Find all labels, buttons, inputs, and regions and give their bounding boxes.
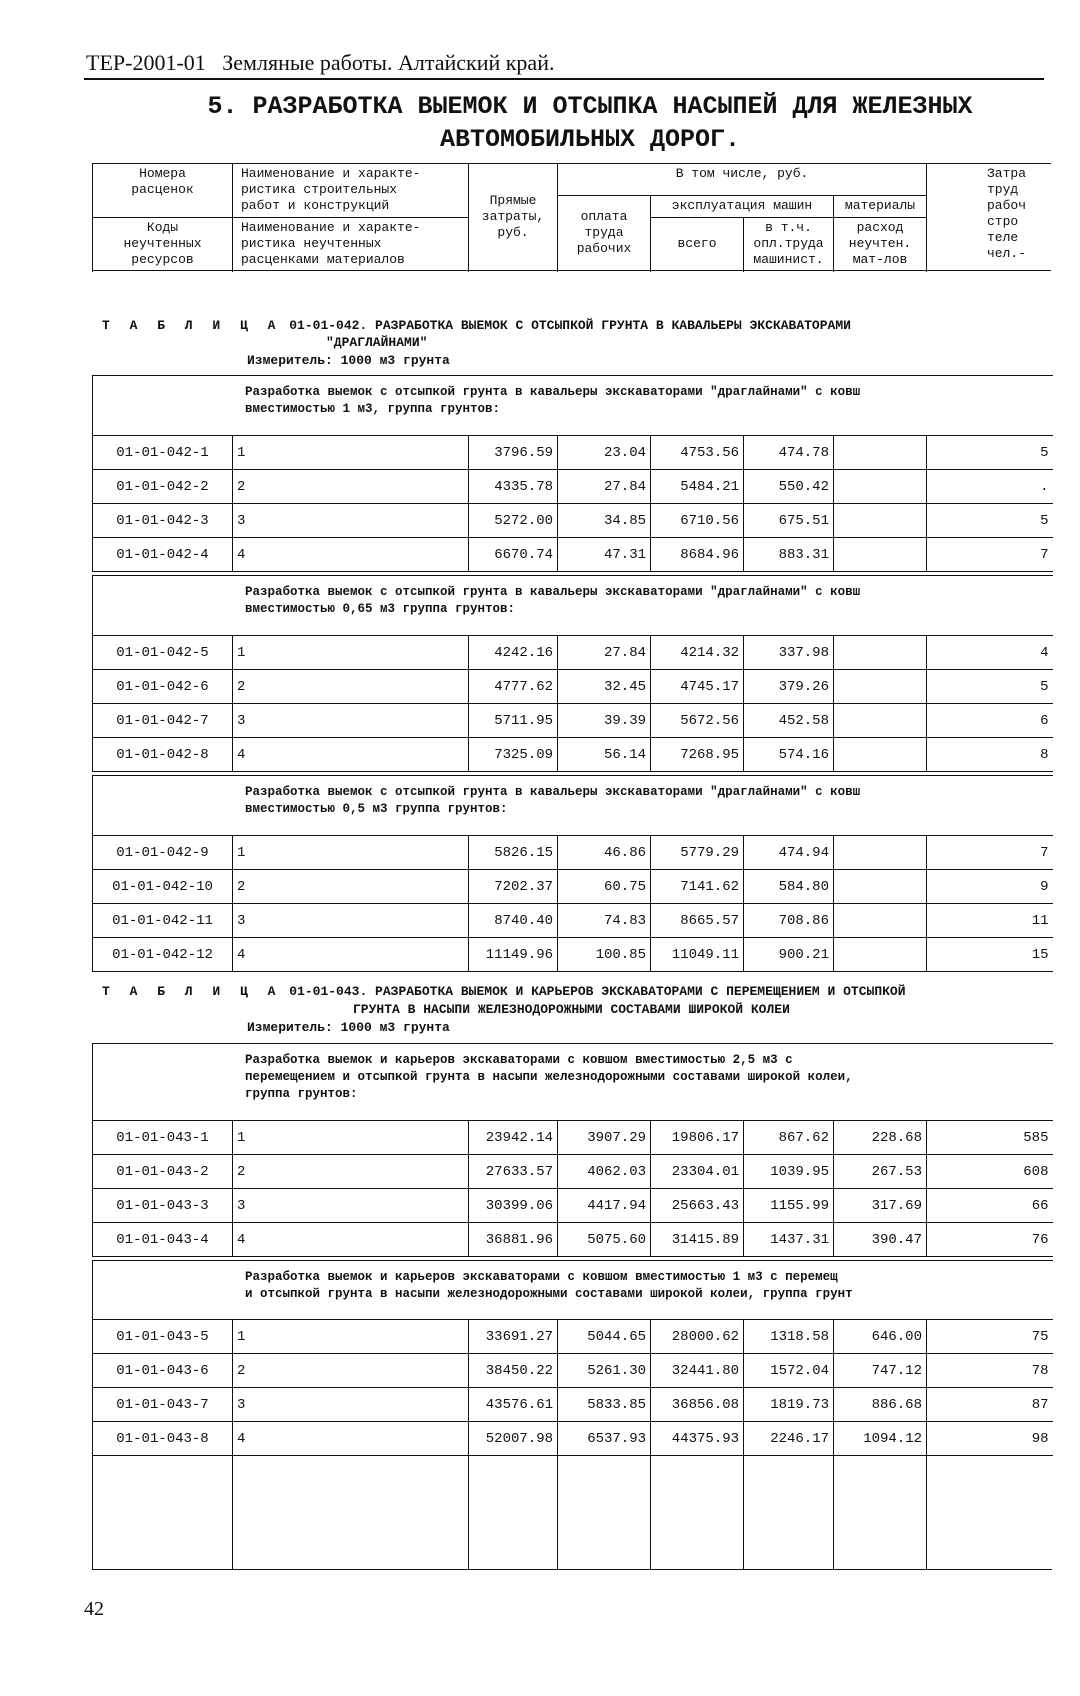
rate-code-cell: 01-01-043-8 [93,1422,233,1456]
labor-costs-cut-cell: 5 [927,670,1053,704]
machines-total-cell: 36856.08 [651,1388,744,1422]
worker-pay-cell: 39.39 [558,704,651,738]
machinist-pay-cell: 550.42 [744,470,834,504]
direct-costs-cell: 7325.09 [469,738,558,772]
header-unaccounted-codes: Коды неучтенных ресурсов [93,218,233,271]
materials-cell [834,704,927,738]
table-row [93,1354,1053,1388]
soil-group-cell: 3 [233,1189,469,1223]
table-bottom-border [92,1569,1052,1570]
worker-pay-cell: 5044.65 [558,1320,651,1354]
worker-pay-cell: 5261.30 [558,1354,651,1388]
materials-cell [834,904,927,938]
labor-costs-cut-cell: 7 [927,836,1053,870]
group-description [92,1043,1053,1121]
rate-code-cell: 01-01-042-2 [93,470,233,504]
worker-pay-cell: 5833.85 [558,1388,651,1422]
soil-group-cell: 2 [233,1354,469,1388]
header-rate-numbers: Номера расценок [93,164,233,218]
table-row [93,636,1053,670]
machines-total-cell: 25663.43 [651,1189,744,1223]
column-header-table [92,163,1051,271]
worker-pay-cell: 23.04 [558,436,651,470]
worker-pay-cell: 56.14 [558,738,651,772]
machines-total-cell: 5779.29 [651,836,744,870]
table-row [93,470,1053,504]
machinist-pay-cell: 1437.31 [744,1223,834,1257]
direct-costs-cell: 30399.06 [469,1189,558,1223]
direct-costs-cell: 23942.14 [469,1121,558,1155]
materials-cell [834,938,927,972]
worker-pay-cell: 27.84 [558,636,651,670]
materials-cell [834,538,927,572]
rate-code-cell: 01-01-042-1 [93,436,233,470]
rate-code-cell: 01-01-043-4 [93,1223,233,1257]
labor-costs-cut-cell: 76 [927,1223,1053,1257]
rate-code-cell: 01-01-043-3 [93,1189,233,1223]
machines-total-cell: 28000.62 [651,1320,744,1354]
soil-group-cell: 3 [233,904,469,938]
rates-table [92,635,1053,772]
soil-group-cell: 4 [233,938,469,972]
materials-cell [834,636,927,670]
worker-pay-cell: 5075.60 [558,1223,651,1257]
machinist-pay-cell: 1318.58 [744,1320,834,1354]
table-row [93,738,1053,772]
direct-costs-cell: 52007.98 [469,1422,558,1456]
description-line: перемещением и отсыпкой грунта в насыпи железнодорожными составами широкой колеи, [245,1070,853,1084]
soil-group-cell: 2 [233,1155,469,1189]
worker-pay-cell: 47.31 [558,538,651,572]
header-direct-costs: Прямые затраты, руб. [469,164,558,271]
table-row [93,836,1053,870]
machinist-pay-cell: 883.31 [744,538,834,572]
group-description [92,775,1053,836]
rate-code-cell: 01-01-042-6 [93,670,233,704]
description-line: группа грунтов: [245,1087,358,1101]
table-row [93,904,1053,938]
materials-cell: 267.53 [834,1155,927,1189]
materials-cell: 317.69 [834,1189,927,1223]
rate-code-cell: 01-01-043-5 [93,1320,233,1354]
materials-cell: 886.68 [834,1388,927,1422]
machines-total-cell: 11049.11 [651,938,744,972]
worker-pay-cell: 6537.93 [558,1422,651,1456]
header-unaccounted-materials: Наименование и характе- ристика неучтенных расценками материалов [233,218,469,271]
direct-costs-cell: 38450.22 [469,1354,558,1388]
table-row [93,1189,1053,1223]
machinist-pay-cell: 474.94 [744,836,834,870]
labor-costs-cut-cell: 6 [927,704,1053,738]
machines-total-cell: 5672.56 [651,704,744,738]
direct-costs-cell: 7202.37 [469,870,558,904]
table-row [93,1155,1053,1189]
table-row [93,1388,1053,1422]
soil-group-cell: 1 [233,436,469,470]
header-materials: материалы [834,196,927,218]
group-description-text [245,1052,1045,1103]
soil-group-cell: 3 [233,704,469,738]
machines-total-cell: 8684.96 [651,538,744,572]
soil-group-cell: 2 [233,670,469,704]
description-line: вместимостью 1 м3, группа грунтов: [245,402,501,416]
machines-total-cell: 6710.56 [651,504,744,538]
chapter-title-line-1: 5. РАЗРАБОТКА ВЫЕМОК И ОТСЫПКА НАСЫПЕЙ ДЛЯ ЖЕЛЕЗНЫХ [207,92,973,121]
machinist-pay-cell: 474.78 [744,436,834,470]
direct-costs-cell: 27633.57 [469,1155,558,1189]
rate-code-cell: 01-01-042-5 [93,636,233,670]
machines-total-cell: 32441.80 [651,1354,744,1388]
rate-code-cell: 01-01-043-2 [93,1155,233,1189]
rate-code-cell: 01-01-042-4 [93,538,233,572]
group-description-text [245,784,1045,818]
soil-group-cell: 1 [233,636,469,670]
rates-table [92,835,1053,972]
table-row [93,938,1053,972]
table-row [93,1223,1053,1257]
machinist-pay-cell: 1155.99 [744,1189,834,1223]
materials-cell: 646.00 [834,1320,927,1354]
group-description [92,375,1053,436]
group-description-text [245,384,1045,418]
rate-code-cell: 01-01-042-7 [93,704,233,738]
worker-pay-cell: 46.86 [558,836,651,870]
machinist-pay-cell: 337.98 [744,636,834,670]
description-line: Разработка выемок с отсыпкой грунта в кавальеры экскаваторами "драглайнами" с ковш [245,385,861,399]
soil-group-cell: 1 [233,1320,469,1354]
soil-group-cell: 3 [233,1388,469,1422]
soil-group-cell: 4 [233,538,469,572]
machinist-pay-cell: 1819.73 [744,1388,834,1422]
page-number: 42 [84,1598,104,1620]
machinist-pay-cell: 584.80 [744,870,834,904]
machinist-pay-cell: 2246.17 [744,1422,834,1456]
rates-table [92,435,1053,572]
table-row [93,1422,1053,1456]
worker-pay-cell: 4062.03 [558,1155,651,1189]
machinist-pay-cell: 379.26 [744,670,834,704]
header-rule [84,78,1044,80]
labor-costs-cut-cell: 75 [927,1320,1053,1354]
labor-costs-cut-cell: 608 [927,1155,1053,1189]
column-divider [833,1451,834,1569]
soil-group-cell: 2 [233,870,469,904]
machines-total-cell: 4214.32 [651,636,744,670]
column-divider [557,1451,558,1569]
column-divider [743,1451,744,1569]
materials-cell [834,836,927,870]
direct-costs-cell: 8740.40 [469,904,558,938]
rates-table [92,1319,1053,1456]
soil-group-cell: 4 [233,1422,469,1456]
labor-costs-cut-cell: 87 [927,1388,1053,1422]
machinist-pay-cell: 574.16 [744,738,834,772]
header-machines-total: всего [651,218,744,271]
table-042-caption-line-2: "ДРАГЛАЙНАМИ" [326,335,428,350]
worker-pay-cell: 60.75 [558,870,651,904]
table-042-meter: Измеритель: 1000 м3 грунта [247,353,450,368]
machines-total-cell: 4753.56 [651,436,744,470]
direct-costs-cell: 43576.61 [469,1388,558,1422]
materials-cell [834,870,927,904]
soil-group-cell: 3 [233,504,469,538]
direct-costs-cell: 11149.96 [469,938,558,972]
labor-costs-cut-cell: 78 [927,1354,1053,1388]
labor-costs-cut-cell: 5 [927,436,1053,470]
machines-total-cell: 8665.57 [651,904,744,938]
table-row [93,1121,1053,1155]
rate-code-cell: 01-01-042-11 [93,904,233,938]
machines-total-cell: 7268.95 [651,738,744,772]
machines-total-cell: 5484.21 [651,470,744,504]
machinist-pay-cell: 675.51 [744,504,834,538]
machinist-pay-cell: 900.21 [744,938,834,972]
soil-group-cell: 4 [233,738,469,772]
table-row [93,870,1053,904]
machinist-pay-cell: 867.62 [744,1121,834,1155]
labor-costs-cut-cell: 585 [927,1121,1053,1155]
soil-group-cell: 1 [233,836,469,870]
header-work-name: Наименование и характе- ристика строительных работ и конструкций [233,164,469,218]
description-line: Разработка выемок с отсыпкой грунта в кавальеры экскаваторами "драглайнами" с ковш [245,585,861,599]
materials-cell: 228.68 [834,1121,927,1155]
column-divider [468,1451,469,1569]
description-line: Разработка выемок и карьеров экскаваторами с ковшом вместимостью 1 м3 с перемещ [245,1270,838,1284]
table-042-caption: Т А Б Л И Ц А 01-01-042. РАЗРАБОТКА ВЫЕМОК С ОТСЫПКОЙ ГРУНТА В КАВАЛЬЕРЫ ЭКСКАВАТОРАМИ [102,318,851,333]
machinist-pay-cell: 452.58 [744,704,834,738]
direct-costs-cell: 33691.27 [469,1320,558,1354]
chapter-title-line-2: АВТОМОБИЛЬНЫХ ДОРОГ. [439,125,741,154]
machinist-pay-cell: 1572.04 [744,1354,834,1388]
rate-code-cell: 01-01-043-6 [93,1354,233,1388]
table-043-caption: Т А Б Л И Ц А 01-01-043. РАЗРАБОТКА ВЫЕМОК И КАРЬЕРОВ ЭКСКАВАТОРАМИ С ПЕРЕМЕЩЕНИЕМ И ОТСЫПКОЙ [102,984,906,999]
description-line: и отсыпкой грунта в насыпи железнодорожными составами широкой колеи, группа грунт [245,1287,853,1301]
rate-code-cell: 01-01-042-9 [93,836,233,870]
table-row [93,704,1053,738]
group-description [92,1260,1053,1320]
table-row [93,538,1053,572]
materials-cell: 747.12 [834,1354,927,1388]
table-left-border [92,1451,93,1569]
labor-costs-cut-cell: 4 [927,636,1053,670]
header-material-consumption: расход неучтен. мат-лов [834,218,927,271]
worker-pay-cell: 3907.29 [558,1121,651,1155]
machines-total-cell: 4745.17 [651,670,744,704]
table-row [93,504,1053,538]
description-line: Разработка выемок и карьеров экскаваторами с ковшом вместимостью 2,5 м3 с [245,1053,793,1067]
table-row [93,436,1053,470]
worker-pay-cell: 34.85 [558,504,651,538]
rate-code-cell: 01-01-042-12 [93,938,233,972]
direct-costs-cell: 4777.62 [469,670,558,704]
column-divider [926,1451,927,1569]
labor-costs-cut-cell: 98 [927,1422,1053,1456]
header-machinist-pay: в т.ч. опл.труда машинист. [744,218,834,271]
worker-pay-cell: 74.83 [558,904,651,938]
direct-costs-cell: 6670.74 [469,538,558,572]
header-machine-operation: эксплуатация машин [651,196,834,218]
rate-code-cell: 01-01-042-3 [93,504,233,538]
description-line: вместимостью 0,65 м3 группа грунтов: [245,602,516,616]
group-description-text [245,584,1045,618]
labor-costs-cut-cell: . [927,470,1053,504]
labor-costs-cut-cell: 66 [927,1189,1053,1223]
machines-total-cell: 31415.89 [651,1223,744,1257]
labor-costs-cut-cell: 11 [927,904,1053,938]
worker-pay-cell: 4417.94 [558,1189,651,1223]
header-including: В том числе, руб. [558,164,927,196]
direct-costs-cell: 4242.16 [469,636,558,670]
machines-total-cell: 19806.17 [651,1121,744,1155]
labor-costs-cut-cell: 8 [927,738,1053,772]
header-labor-costs: Затра труд рабоч стро теле чел.- [927,164,1051,271]
table-043-caption-line-2: ГРУНТА В НАСЫПИ ЖЕЛЕЗНОДОРОЖНЫМИ СОСТАВАМИ ШИРОКОЙ КОЛЕИ [353,1002,790,1017]
direct-costs-cell: 36881.96 [469,1223,558,1257]
worker-pay-cell: 100.85 [558,938,651,972]
rates-table [92,1120,1053,1257]
table-row [93,670,1053,704]
materials-cell [834,436,927,470]
direct-costs-cell: 5826.15 [469,836,558,870]
header-worker-pay: оплата труда рабочих [558,196,651,271]
soil-group-cell: 1 [233,1121,469,1155]
column-divider [232,1451,233,1569]
soil-group-cell: 4 [233,1223,469,1257]
worker-pay-cell: 32.45 [558,670,651,704]
direct-costs-cell: 4335.78 [469,470,558,504]
machinist-pay-cell: 1039.95 [744,1155,834,1189]
machines-total-cell: 7141.62 [651,870,744,904]
materials-cell [834,470,927,504]
direct-costs-cell: 5272.00 [469,504,558,538]
materials-cell [834,738,927,772]
labor-costs-cut-cell: 15 [927,938,1053,972]
chapter-title [140,90,1040,156]
running-head: ТЕР-2001-01 Земляные работы. Алтайский край. [86,50,555,75]
direct-costs-cell: 3796.59 [469,436,558,470]
group-description-text [245,1269,1045,1303]
machines-total-cell: 44375.93 [651,1422,744,1456]
materials-cell [834,670,927,704]
description-line: вместимостью 0,5 м3 группа грунтов: [245,802,508,816]
labor-costs-cut-cell: 5 [927,504,1053,538]
description-line: Разработка выемок с отсыпкой грунта в кавальеры экскаваторами "драглайнами" с ковш [245,785,861,799]
worker-pay-cell: 27.84 [558,470,651,504]
rate-code-cell: 01-01-043-7 [93,1388,233,1422]
rate-code-cell: 01-01-042-10 [93,870,233,904]
table-row [93,1320,1053,1354]
column-divider [650,1451,651,1569]
group-description [92,575,1053,636]
rate-code-cell: 01-01-042-8 [93,738,233,772]
machinist-pay-cell: 708.86 [744,904,834,938]
materials-cell: 390.47 [834,1223,927,1257]
materials-cell [834,504,927,538]
labor-costs-cut-cell: 9 [927,870,1053,904]
soil-group-cell: 2 [233,470,469,504]
machines-total-cell: 23304.01 [651,1155,744,1189]
rate-code-cell: 01-01-043-1 [93,1121,233,1155]
labor-costs-cut-cell: 7 [927,538,1053,572]
direct-costs-cell: 5711.95 [469,704,558,738]
table-043-meter: Измеритель: 1000 м3 грунта [247,1020,450,1035]
materials-cell: 1094.12 [834,1422,927,1456]
